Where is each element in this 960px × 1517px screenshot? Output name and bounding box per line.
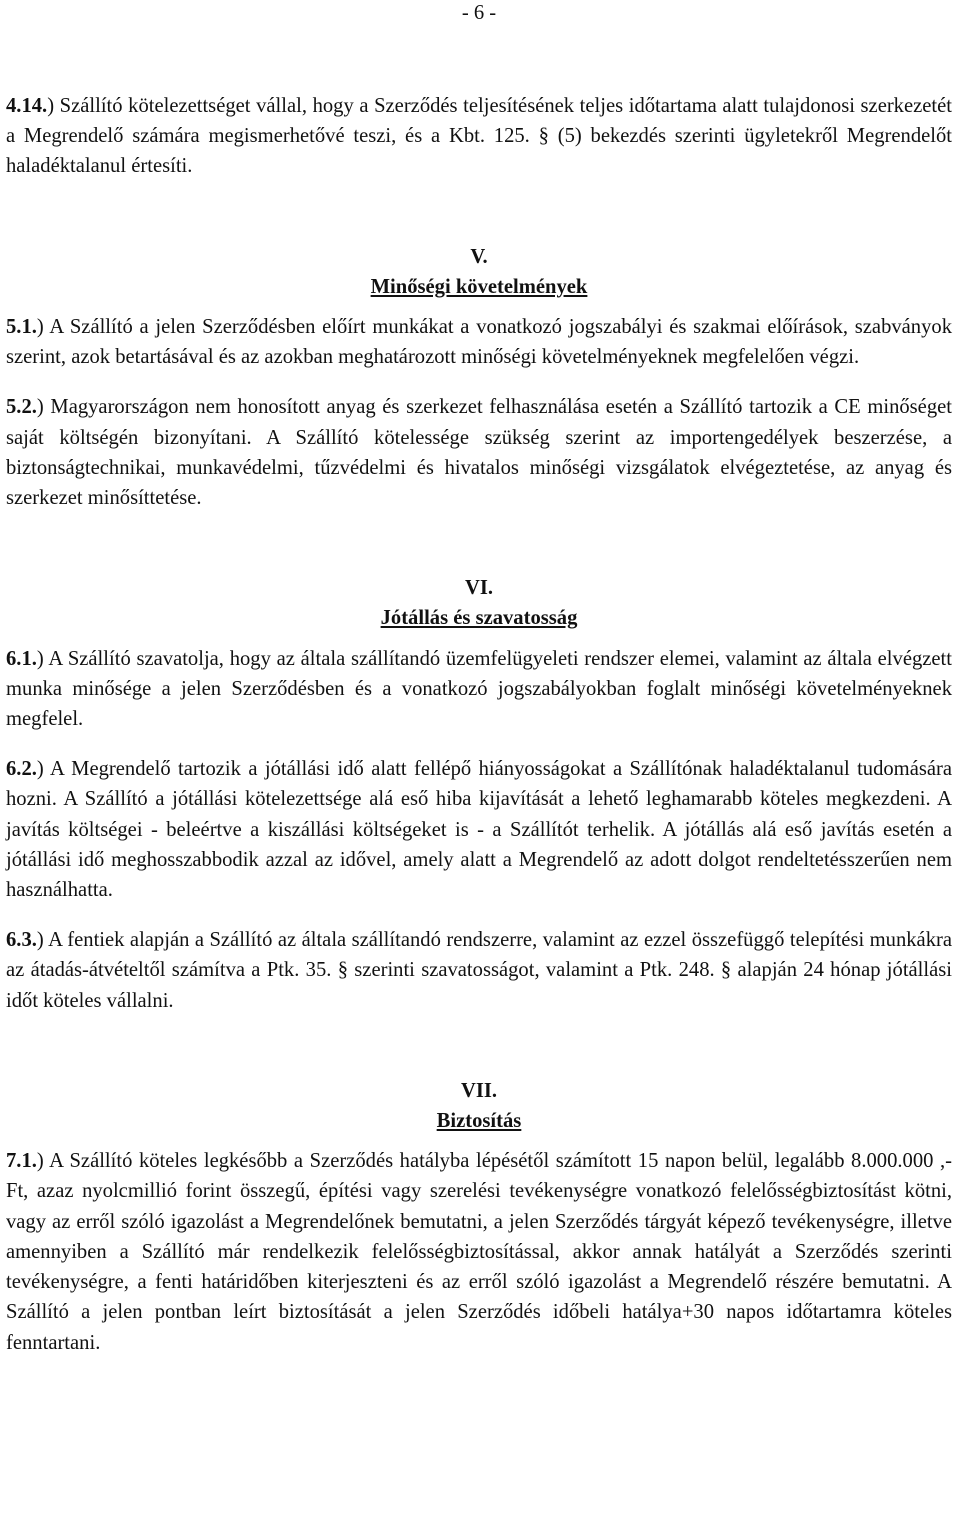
paragraph-number: 6.3. <box>6 929 37 952</box>
paragraph-7-1 <box>6 1146 952 1357</box>
paragraph-text: ) A Szállító a jelen Szerződésben előírt munkákat a vonatkozó jogszabályi és szakmai előírások, szabványok szerint, azok betartásával és az azokban meghatározott minőségi követelményeknek megfelelően végzi. <box>6 316 952 369</box>
paragraph-6-1 <box>6 644 952 735</box>
paragraph-number: 6.1. <box>6 647 37 670</box>
paragraph-text: ) A Megrendelő tartozik a jótállási idő alatt fellépő hiányosságokat a Szállítónak haladéktalanul tudomására hozni. A Szállító a jótállási kötelezettsége alá eső hiba kijavítását a lehető leghamarabb köteles megkezdeni. A javítás költségei - beleértve a kiszállási költségeket is - a Szállítót terhelik. A jótállás alá eső javítás esetén a jótállási idő meghosszabbodik azzal az idővel, amely alatt a Megrendelő az adott dolgot rendeltetésszerűen nem használhatta. <box>6 758 952 902</box>
section-heading-5 <box>6 242 952 302</box>
paragraph-text: ) A Szállító szavatolja, hogy az általa szállítandó üzemfelügyeleti rendszer elemei, valamint az általa elvégzett munka minősége a jelen Szerződésben és a vonatkozó jogszabályokban foglalt minőségi követelményeknek megfelel. <box>6 647 952 731</box>
section-numeral: VI. <box>464 577 494 600</box>
paragraph-6-2 <box>6 754 952 905</box>
paragraph-number: 4.14. <box>6 95 48 117</box>
section-numeral: VII. <box>460 1079 498 1102</box>
paragraph-number: 6.2. <box>6 758 37 781</box>
section-title: Jótállás és szavatosság <box>380 607 578 630</box>
paragraph-number: 7.1. <box>6 1150 37 1173</box>
paragraph-5-1 <box>6 312 952 372</box>
paragraph-number: 5.1. <box>6 316 37 339</box>
paragraph-6-3 <box>6 925 952 1016</box>
section-heading-7 <box>6 1076 952 1136</box>
paragraph-text: ) Magyarországon nem honosított anyag és szerkezet felhasználása esetén a Szállító tartozik a CE minőséget saját költségén bizonyítani. A Szállító kötelessége szükség szerint az importengedélyek beszerzése, a biztonságtechnikai, munkavédelmi, tűzvédelmi és hivatalos minőségi vizsgálatok elvégeztetése, az anyag és szerkezet minősíttetése. <box>6 396 952 510</box>
section-title: Biztosítás <box>436 1110 522 1133</box>
section-numeral: V. <box>470 245 488 268</box>
paragraph-4-14 <box>6 91 952 182</box>
section-title: Minőségi követelmények <box>370 275 588 298</box>
paragraph-number: 5.2. <box>6 396 37 419</box>
page-number: - 6 - <box>461 2 497 24</box>
paragraph-5-2 <box>6 392 952 513</box>
paragraph-text: ) A fentiek alapján a Szállító az általa szállítandó rendszerre, valamint az ezzel összefüggő telepítési munkákra az átadás-átvételtől számítva a Ptk. 35. § szerinti szavatosságot, valamint a Ptk. 248. § alapján 24 hónap jótállási időt köteles vállalni. <box>6 929 952 1012</box>
paragraph-text: ) Szállító kötelezettséget vállal, hogy a Szerződés teljesítésének teljes időtartama alatt tulajdonosi szerkezetét a Megrendelő számára megismerhetővé teszi, és a Kbt. 125. § (5) bekezdés szerinti ügyletekről Megrendelőt haladéktalanul értesíti. <box>6 95 952 178</box>
paragraph-text: ) A Szállító köteles legkésőbb a Szerződés hatályba lépésétől számított 15 napon belül, legalább 8.000.000 ,-Ft, azaz nyolcmillió forint összegű, építési vagy szerelési tevékenységre vonatkozó felelősségbiztosítást kötni, vagy az erről szóló igazolást a Megrendelőnek bemutatni, a jelen Szerződés tárgyát képező tevékenységre, illetve amennyiben a Szállító már rendelkezik felelősségbiztosítással, akkor annak hatályát a Szerződés szerinti tevékenységre, a fenti határidőben kiterjeszteni és az erről szóló igazolást a Megrendelő részére bemutatni. A Szállító a jelen pontban leírt biztosítását a jelen Szerződés időbeli hatálya+30 napos időtartamra köteles fenntartani. <box>6 1150 952 1354</box>
section-heading-6 <box>6 573 952 633</box>
